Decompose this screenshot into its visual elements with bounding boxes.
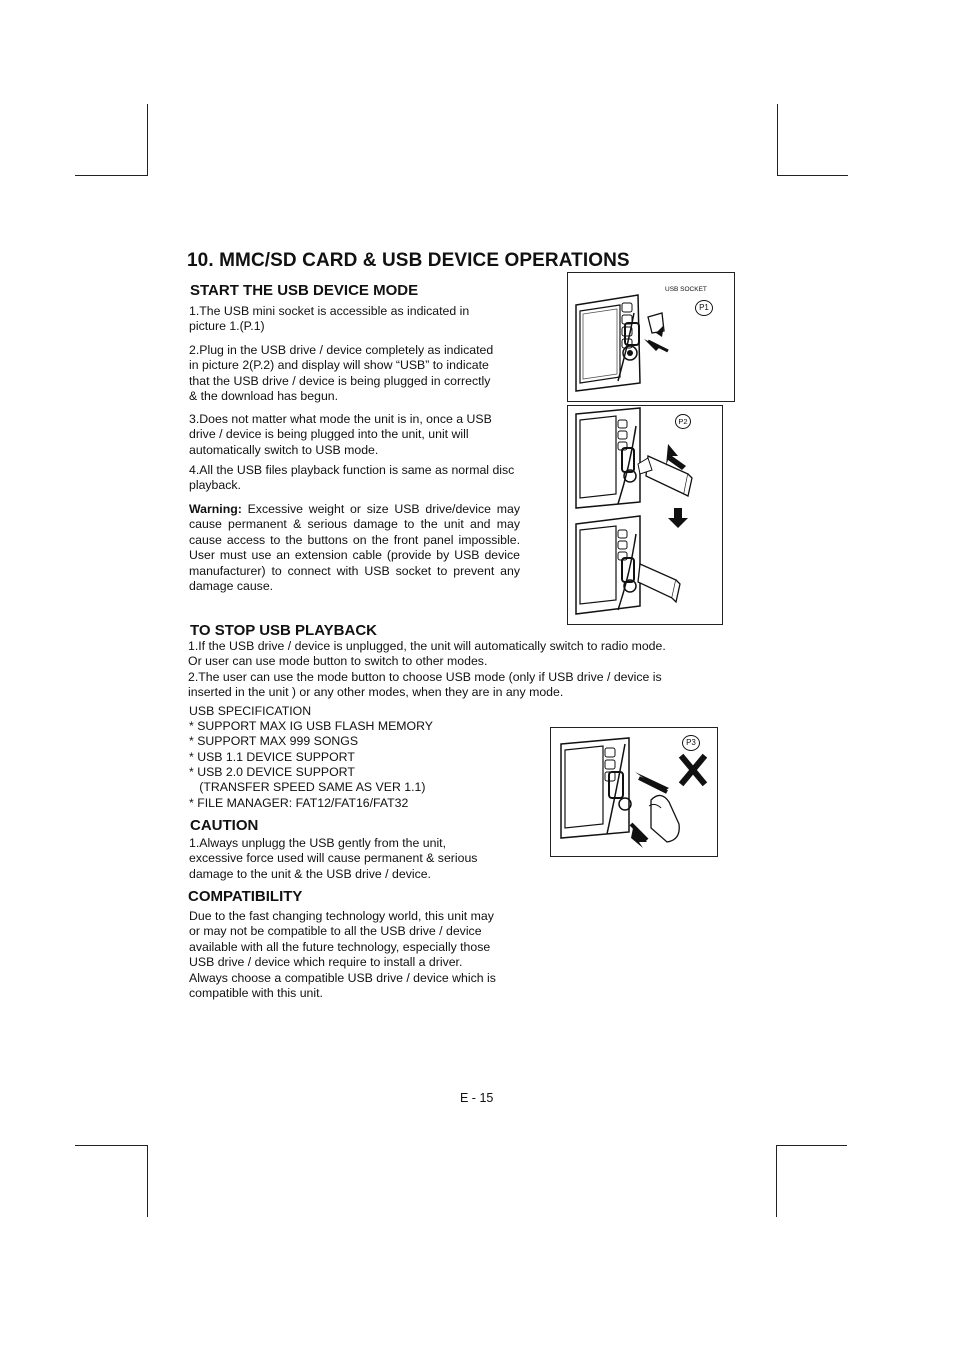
start-step-4: 4.All the USB files playback function is same as normal disc playback. (189, 463, 515, 493)
section-heading-stop-usb: TO STOP USB PLAYBACK (190, 622, 377, 639)
page-title: 10. MMC/SD CARD & USB DEVICE OPERATIONS (187, 250, 630, 271)
section-heading-start-usb: START THE USB DEVICE MODE (190, 282, 419, 299)
figure-p1-illustration (568, 273, 734, 401)
warning-text: Excessive weight or size USB drive/device may cause permanent & serious damage to the unit and may cause access to the buttons on the front panel impossible. User must use an extension cable (provide by USB device manufacturer) to connect with USB socket to prevent any damage cause. (189, 502, 520, 594)
warning-paragraph (189, 502, 520, 594)
page-number: E - 15 (460, 1091, 494, 1105)
spec-heading: USB SPECIFICATION (189, 704, 312, 718)
crop-mark (75, 175, 148, 176)
start-step-2: 2.Plug in the USB drive / device completely as indicated in picture 2(P.2) and display will show “USB” to indicate that the USB drive / device is being plugged in correctly & the download has begun. (189, 343, 494, 404)
start-step-3: 3.Does not matter what mode the unit is in, once a USB drive / device is being plugged into the unit, unit will automatically switch to USB mode. (189, 412, 492, 457)
figure-p1-label: P1 (695, 300, 713, 316)
crop-mark (147, 104, 148, 176)
usb-socket-caption: USB SOCKET (665, 286, 707, 293)
figure-p2-label: P2 (675, 414, 691, 429)
spec-item: * SUPPORT MAX 999 SONGS (189, 734, 359, 748)
warning-label: Warning: (189, 502, 242, 516)
spec-item: * SUPPORT MAX IG USB FLASH MEMORY (189, 719, 433, 733)
crop-mark (777, 104, 778, 176)
crop-mark (147, 1145, 148, 1217)
crop-mark (776, 1145, 777, 1217)
spec-item: * USB 1.1 DEVICE SUPPORT (189, 750, 355, 764)
section-heading-compatibility: COMPATIBILITY (188, 888, 303, 905)
figure-p2-illustration (568, 406, 722, 624)
crop-mark (777, 175, 848, 176)
spec-item: * USB 2.0 DEVICE SUPPORT (189, 765, 355, 779)
figure-p3-label: P3 (682, 735, 700, 751)
compatibility-text: Due to the fast changing technology world, this unit may or may not be compatible to all the USB drive / device available with all the future technology, especially those USB drive / device which require to install a driver. Always choose a compatible USB drive / device which is compatible with this unit. (189, 909, 496, 1001)
spec-item: * FILE MANAGER: FAT12/FAT16/FAT32 (189, 796, 409, 810)
crop-mark (776, 1145, 847, 1146)
caution-text: 1.Always unplugg the USB gently from the unit, excessive force used will cause permanent & serious damage to the unit & the USB drive / device. (189, 836, 478, 881)
spec-item: (TRANSFER SPEED SAME AS VER 1.1) (189, 780, 426, 794)
section-heading-caution: CAUTION (190, 817, 259, 834)
stop-step-2: 2.The user can use the mode button to choose USB mode (only if USB drive / device is inserted in the unit ) or any other modes, when they are in any mode. (188, 670, 662, 700)
stop-step-1: 1.If the USB drive / device is unplugged, the unit will automatically switch to radio mode. Or user can use mode button to switch to other modes. (188, 639, 666, 669)
figure-p1 (567, 272, 735, 402)
start-step-1: 1.The USB mini socket is accessible as indicated in picture 1.(P.1) (189, 304, 470, 334)
figure-p2 (567, 405, 723, 625)
crop-mark (75, 1145, 148, 1146)
figure-p3 (550, 727, 718, 857)
